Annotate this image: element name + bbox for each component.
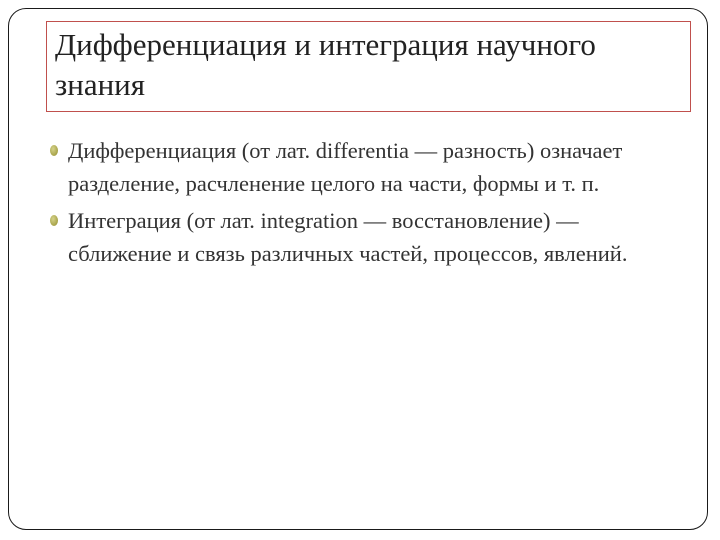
bullet-text: Интеграция (от лат. integration — восстановление) — сближение и связь различных частей, процессов, явлений. <box>68 208 628 266</box>
bullet-dot-icon <box>50 215 58 226</box>
title-box <box>46 21 691 112</box>
bullet-text: Дифференциация (от лат. differentia — разность) означает разделение, расчленение целого на части, формы и т. п. <box>68 138 623 196</box>
bullet-list <box>46 134 686 274</box>
bullet-item-integration <box>46 204 686 270</box>
bullet-dot-icon <box>50 145 58 156</box>
bullet-item-differentiation <box>46 134 686 200</box>
slide-title: Дифференциация и интеграция научного знания <box>55 27 596 102</box>
